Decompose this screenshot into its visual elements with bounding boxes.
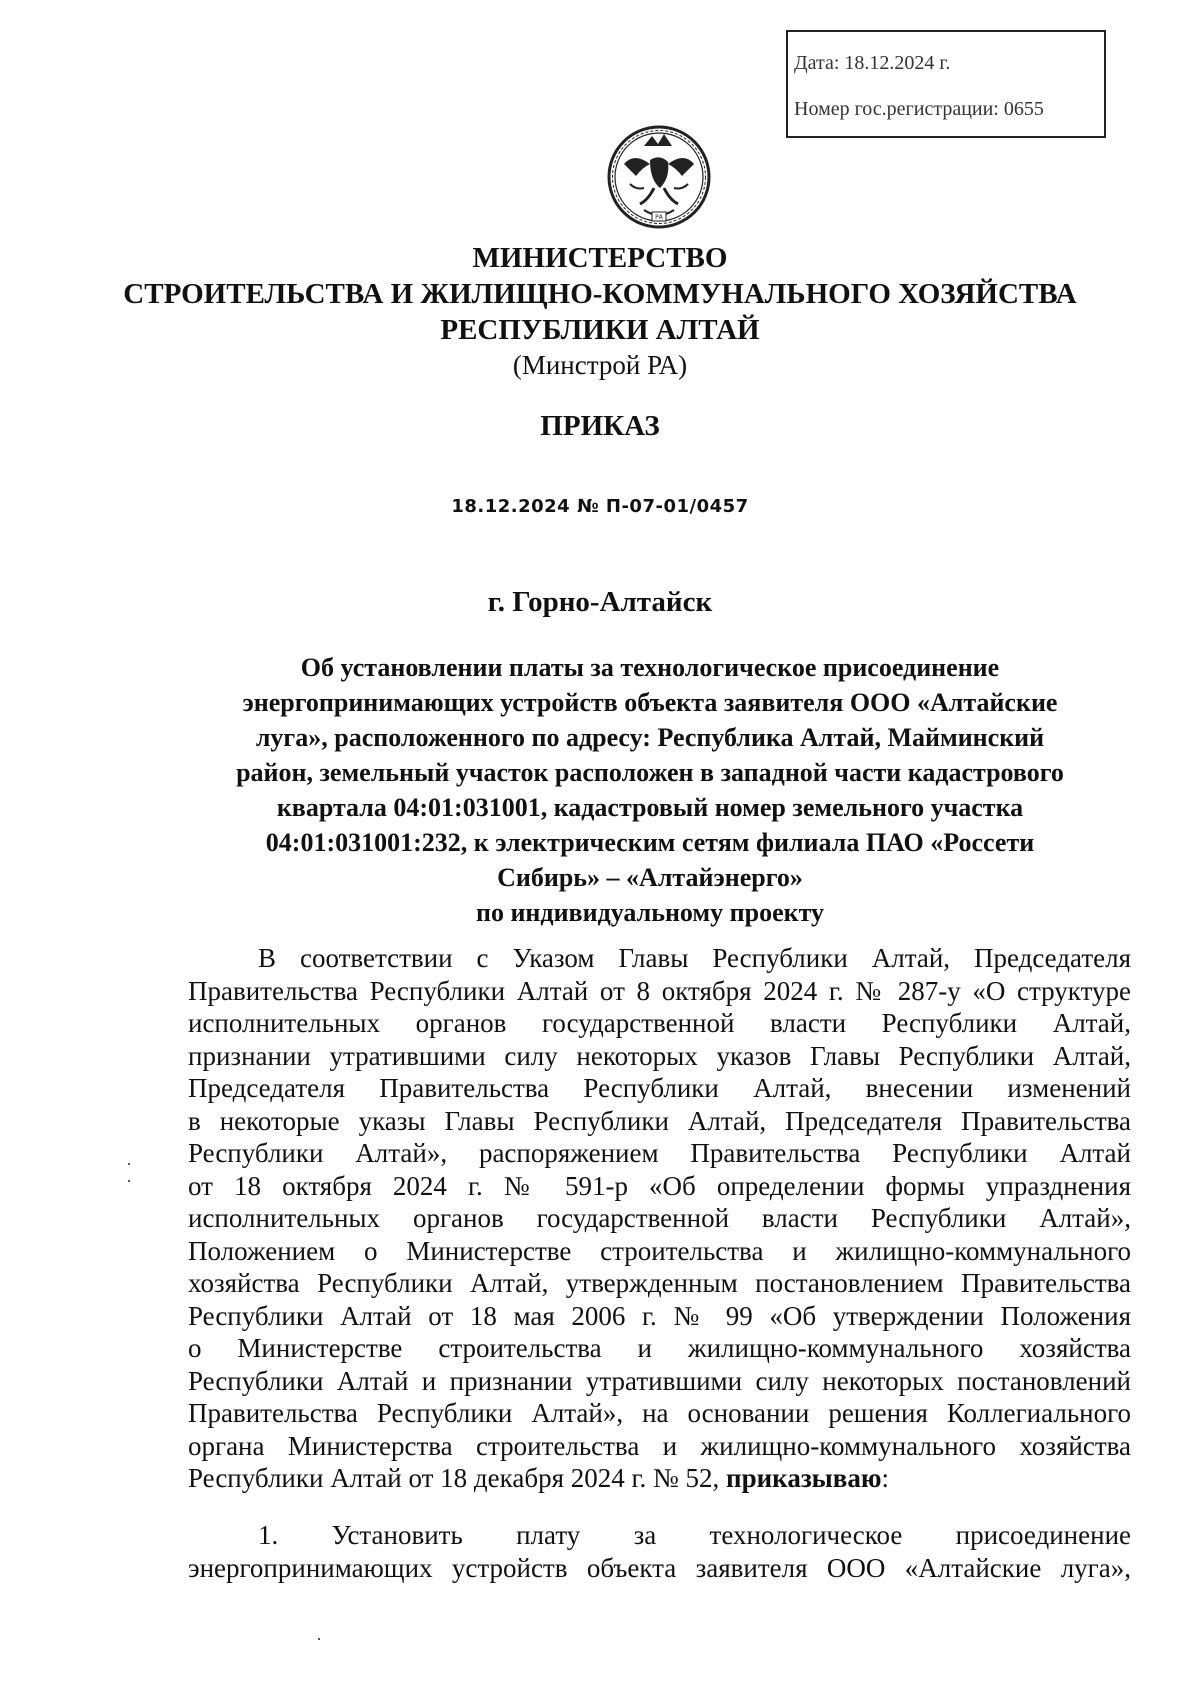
preamble-line: Республики Алтай от 18 мая 2006 г. № 99 «Об утверждении Положения xyxy=(188,1300,1131,1331)
registration-box xyxy=(786,30,1106,138)
item-line: 1. Установить плату за технологическое присоединение xyxy=(258,1520,1131,1550)
subject-line: Об установлении платы за технологическое присоединение xyxy=(300,653,1000,682)
preamble-line: Председателя Правительства Республики Алтай, внесении изменений xyxy=(188,1073,1131,1103)
registration-number: Номер гос.регистрации: 0655 xyxy=(794,98,1044,120)
scan-speck xyxy=(318,1638,320,1640)
registration-date: Дата: 18.12.2024 г. xyxy=(794,52,951,74)
preamble-line: В соответствии с Указом Главы Республики Алтай, Председателя xyxy=(258,943,1131,973)
preamble-line: признании утратившими силу некоторых указов Главы Республики Алтай, xyxy=(188,1040,1131,1071)
document-type: ПРИКАЗ xyxy=(540,410,660,442)
document-city: г. Горно-Алтайск xyxy=(487,586,713,618)
preamble-line: Положением о Министерстве строительства и жилищно-коммунального xyxy=(188,1235,1131,1266)
subject-line: 04:01:031001:232, к электрическим сетям филиала ПАО «Россети xyxy=(265,828,1035,857)
order-colon: : xyxy=(881,1463,889,1493)
scan-speck xyxy=(128,1180,130,1182)
preamble-paragraph xyxy=(188,942,1131,1495)
preamble-line: Правительства Республики Алтай от 8 октября 2024 г. № 287-у «О структуре xyxy=(188,975,1131,1006)
ministry-title-line-2: СТРОИТЕЛЬСТВА И ЖИЛИЩНО-КОММУНАЛЬНОГО ХОЗЯЙСТВА xyxy=(123,278,1077,310)
preamble-line: от 18 октября 2024 г. № 591-р «Об определении формы упразднения xyxy=(188,1170,1131,1201)
preamble-line: Республики Алтай», распоряжением Правительства Республики Алтай xyxy=(188,1138,1131,1168)
subject-line: район, земельный участок расположен в западной части кадастрового xyxy=(236,758,1064,787)
preamble-line: исполнительных органов государственной власти Республики Алтай», xyxy=(188,1203,1131,1233)
order-word: приказываю xyxy=(726,1463,882,1493)
ministry-short-name: (Минстрой РА) xyxy=(512,350,688,380)
preamble-line: органа Министерства строительства и жилищно-коммунального хозяйства xyxy=(188,1430,1131,1461)
preamble-line: в некоторые указы Главы Республики Алтай, Председателя Правительства xyxy=(188,1105,1131,1136)
altai-republic-emblem-icon xyxy=(600,124,718,234)
subject-line: луга», расположенного по адресу: Республика Алтай, Майминский xyxy=(255,723,1045,752)
item-line: энергопринимающих устройств объекта заявителя ООО «Алтайские луга», xyxy=(188,1552,1131,1583)
preamble-last-line xyxy=(188,1462,1131,1495)
ministry-title-line-3: РЕСПУБЛИКИ АЛТАЙ xyxy=(440,314,760,346)
subject-line: энергопринимающих устройств объекта заявителя ООО «Алтайские xyxy=(242,688,1058,717)
subject-line: по индивидуальному проекту xyxy=(475,898,825,927)
subject-line: квартала 04:01:031001, кадастровый номер земельного участка xyxy=(276,793,1024,822)
preamble-line: исполнительных органов государственной власти Республики Алтай, xyxy=(188,1008,1131,1038)
document-number: 18.12.2024 № П-07-01/0457 xyxy=(451,496,749,517)
document-subject xyxy=(170,650,1130,930)
preamble-line: Республики Алтай и признании утратившими силу некоторых постановлений xyxy=(188,1365,1131,1396)
preamble-line: о Министерстве строительства и жилищно-коммунального хозяйства xyxy=(188,1333,1131,1363)
emblem-ribbon-text: РА xyxy=(655,214,663,221)
preamble-line: хозяйства Республики Алтай, утвержденным постановлением Правительства xyxy=(188,1268,1131,1298)
order-item-1 xyxy=(188,1519,1131,1584)
subject-line: Сибирь» – «Алтайэнерго» xyxy=(497,863,803,892)
scan-speck xyxy=(128,1163,130,1165)
preamble-line: Правительства Республики Алтай», на основании решения Коллегиального xyxy=(188,1398,1131,1428)
ministry-title-line-1: МИНИСТЕРСТВО xyxy=(472,242,728,274)
preamble-last-text: Республики Алтай от 18 декабря 2024 г. № 52, xyxy=(188,1463,720,1493)
